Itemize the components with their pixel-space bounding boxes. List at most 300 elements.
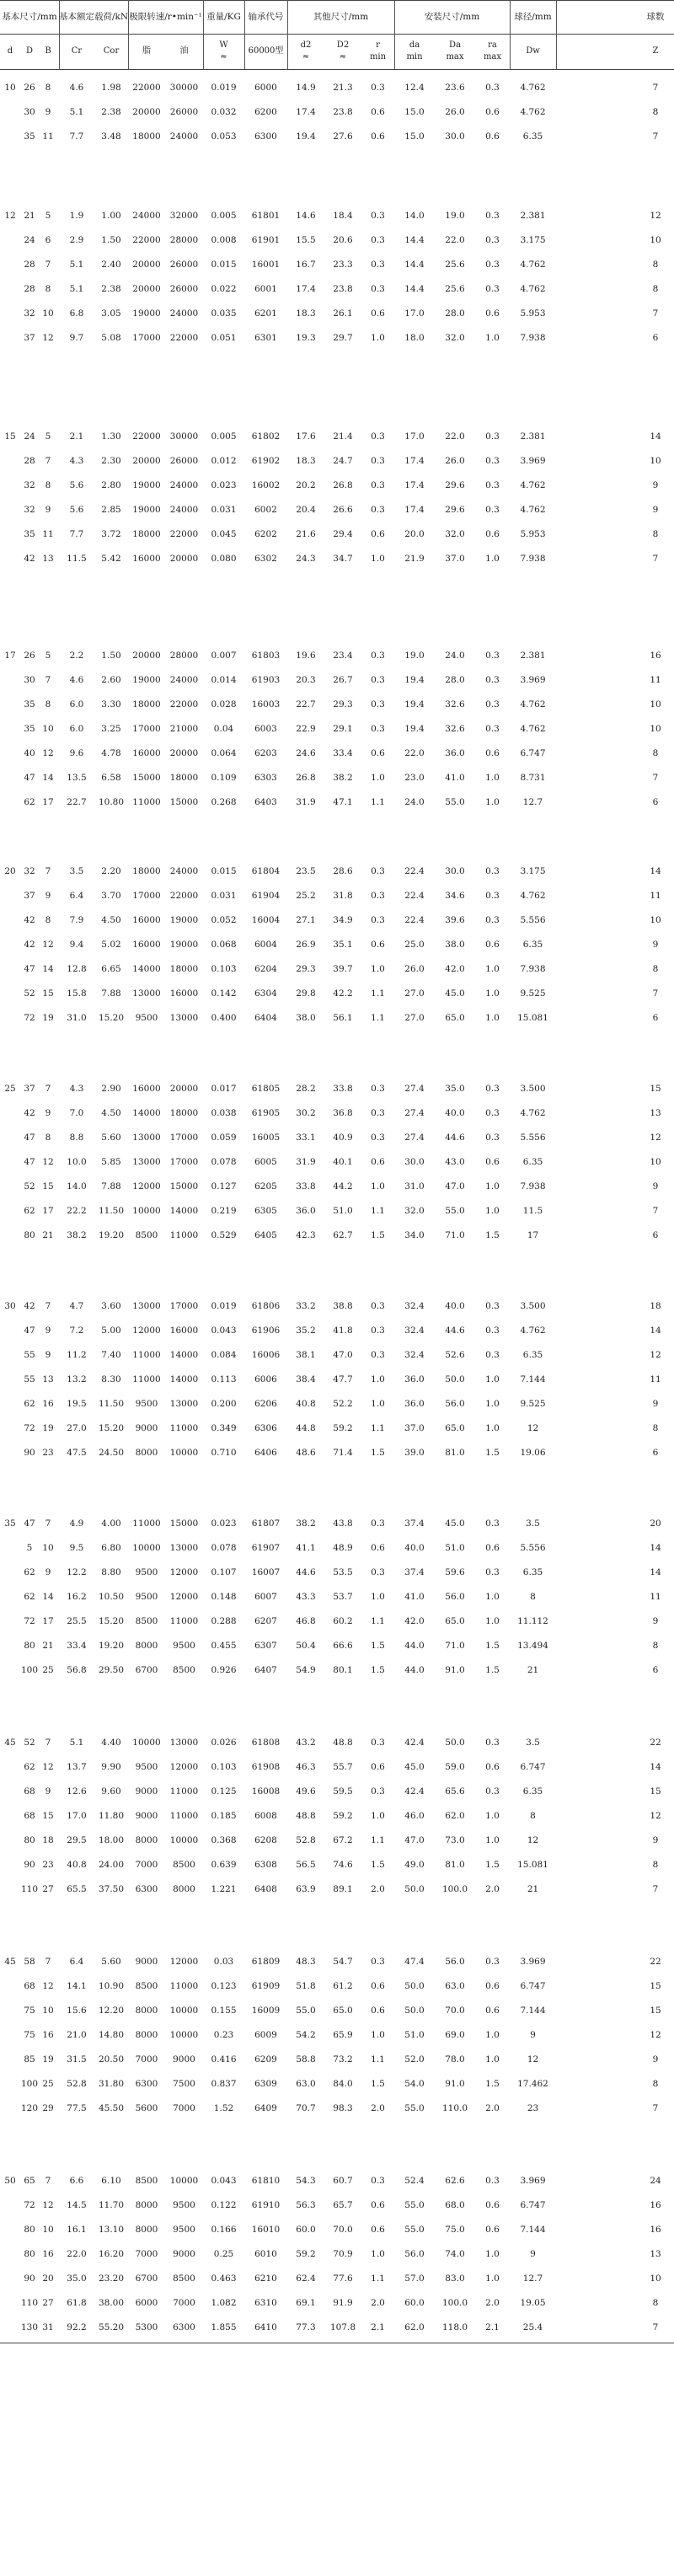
table-cell: 7.938 bbox=[520, 554, 546, 564]
table-cell: 23 bbox=[527, 2103, 539, 2113]
table-cell: 0.3 bbox=[485, 1738, 500, 1748]
table-cell: 22.9 bbox=[296, 724, 316, 734]
table-cell: 30.0 bbox=[445, 131, 465, 142]
table-cell: 37 bbox=[24, 1084, 35, 1094]
table-cell: 1.0 bbox=[485, 1013, 500, 1023]
table-cell: 13000 bbox=[169, 1738, 199, 1748]
table-cell: 0.6 bbox=[485, 940, 500, 950]
table-cell: 19.4 bbox=[404, 699, 425, 710]
table-cell: 12 bbox=[527, 1423, 539, 1433]
table-cell: 26000 bbox=[169, 456, 199, 466]
table-cell: 3.30 bbox=[101, 699, 121, 710]
table-cell: 0.015 bbox=[211, 260, 237, 270]
table-cell: 8.30 bbox=[101, 1374, 121, 1384]
table-cell: 0.026 bbox=[211, 1738, 237, 1748]
table-row bbox=[0, 717, 674, 741]
table-cell: 24000 bbox=[169, 675, 199, 685]
table-cell: 16008 bbox=[251, 1786, 281, 1797]
table-cell: 42.4 bbox=[404, 1738, 425, 1748]
table-cell: 47.4 bbox=[404, 1957, 425, 1967]
table-cell: 19 bbox=[42, 1423, 54, 1433]
header-weight: 重量/KG bbox=[206, 12, 241, 22]
table-row bbox=[0, 1199, 674, 1223]
table-cell: 16002 bbox=[251, 480, 281, 490]
table-cell: 6007 bbox=[254, 1592, 277, 1602]
table-cell: 13000 bbox=[132, 1301, 161, 1311]
table-cell: 7.88 bbox=[101, 1181, 121, 1192]
table-cell: 4.6 bbox=[69, 675, 84, 685]
table-cell: 27.0 bbox=[404, 1013, 425, 1023]
table-cell: 0.052 bbox=[211, 915, 237, 925]
table-cell: 58.8 bbox=[296, 2054, 316, 2065]
table-cell: 5.60 bbox=[101, 1133, 121, 1143]
table-cell: 4.762 bbox=[520, 724, 546, 734]
table-cell: 24000 bbox=[169, 480, 199, 490]
table-cell: 1.0 bbox=[371, 2249, 385, 2259]
table-cell: 0.3 bbox=[485, 651, 500, 661]
table-cell: 23.8 bbox=[333, 107, 353, 117]
table-cell: 10 bbox=[650, 1157, 661, 1167]
table-cell: 4.762 bbox=[520, 699, 546, 710]
table-cell: 5.42 bbox=[101, 554, 121, 564]
table-cell: 52.8 bbox=[67, 2079, 87, 2089]
table-cell: 1.082 bbox=[211, 2298, 237, 2308]
table-cell: 71.0 bbox=[445, 1641, 465, 1651]
table-cell: 1.00 bbox=[101, 211, 121, 221]
table-cell: 37.0 bbox=[445, 554, 465, 564]
table-cell: 61906 bbox=[251, 1325, 281, 1336]
table-cell: 46.3 bbox=[296, 1762, 316, 1772]
table-cell: 10000 bbox=[132, 1206, 161, 1216]
table-cell: 0.3 bbox=[371, 1738, 385, 1748]
table-cell: 15 bbox=[650, 1981, 661, 1991]
table-cell: 18.00 bbox=[98, 1835, 125, 1845]
table-cell: 17.4 bbox=[404, 505, 425, 515]
table-cell: 14.0 bbox=[404, 211, 425, 221]
table-cell: 10 bbox=[650, 915, 661, 925]
table-cell: 4.6 bbox=[69, 83, 84, 93]
table-cell: 52.4 bbox=[404, 2176, 425, 2186]
table-cell: 2.85 bbox=[101, 505, 121, 515]
table-cell: 1.50 bbox=[101, 651, 121, 661]
table-cell: 4.00 bbox=[101, 1518, 121, 1529]
table-cell: 16.20 bbox=[98, 2249, 125, 2259]
table-cell: 5.6 bbox=[69, 480, 84, 490]
table-cell: 13.2 bbox=[67, 1374, 87, 1384]
table-cell: 6000 bbox=[254, 83, 277, 93]
table-cell: 56.0 bbox=[445, 1592, 465, 1602]
table-cell: 0.078 bbox=[211, 1157, 237, 1167]
table-cell: 48.8 bbox=[333, 1738, 353, 1748]
table-cell: 65 bbox=[24, 2176, 35, 2186]
table-row bbox=[0, 1877, 674, 1901]
table-cell: 23 bbox=[42, 1860, 54, 1870]
table-cell: 15.081 bbox=[517, 1860, 548, 1870]
table-cell: 31.5 bbox=[67, 2054, 87, 2065]
subheader-d2-sub: ≈ bbox=[302, 52, 310, 62]
table-cell: 3.05 bbox=[101, 308, 121, 319]
table-cell: 7.7 bbox=[69, 131, 84, 142]
table-cell: 0.6 bbox=[371, 940, 385, 950]
table-cell: 15.20 bbox=[98, 1013, 125, 1023]
table-cell: 0.3 bbox=[485, 1786, 500, 1797]
table-cell: 22000 bbox=[169, 891, 199, 901]
table-cell: 9 bbox=[652, 505, 659, 515]
table-cell: 23.8 bbox=[333, 284, 353, 294]
table-row bbox=[0, 228, 674, 252]
table-cell: 27.6 bbox=[333, 131, 353, 142]
table-cell: 25.4 bbox=[522, 2322, 543, 2332]
table-cell: 19000 bbox=[169, 915, 199, 925]
table-cell: 0.3 bbox=[485, 505, 500, 515]
table-cell: 14000 bbox=[132, 1108, 161, 1118]
table-cell: 6 bbox=[652, 1448, 659, 1458]
table-cell: 9 bbox=[530, 2249, 536, 2259]
table-cell: 27.4 bbox=[404, 1133, 425, 1143]
table-cell: 24.50 bbox=[98, 1448, 125, 1458]
table-cell: 51.0 bbox=[445, 1543, 465, 1553]
table-cell: 3.70 bbox=[101, 891, 121, 901]
table-cell: 77.5 bbox=[67, 2103, 87, 2113]
table-row bbox=[0, 326, 674, 350]
table-cell: 28 bbox=[24, 260, 35, 270]
table-cell: 22.7 bbox=[67, 797, 87, 807]
table-cell: 14 bbox=[42, 964, 54, 974]
table-row bbox=[0, 1755, 674, 1779]
table-cell: 44.0 bbox=[404, 1641, 425, 1651]
table-cell: 5.02 bbox=[101, 940, 121, 950]
table-cell: 100 bbox=[20, 1665, 39, 1675]
table-cell: 12 bbox=[42, 940, 54, 950]
table-cell: 0.6 bbox=[371, 107, 385, 117]
table-row bbox=[0, 204, 674, 228]
table-cell: 39.6 bbox=[445, 915, 465, 925]
table-cell: 16 bbox=[42, 2249, 54, 2259]
table-row bbox=[0, 957, 674, 981]
table-cell: 30 bbox=[24, 107, 35, 117]
table-row bbox=[0, 449, 674, 473]
table-cell: 19.20 bbox=[98, 1230, 125, 1240]
table-cell: 0.529 bbox=[211, 1230, 237, 1240]
table-cell: 23.20 bbox=[98, 2273, 125, 2284]
table-cell: 10000 bbox=[169, 1835, 199, 1845]
table-cell: 1.5 bbox=[371, 1448, 385, 1458]
table-cell: 0.6 bbox=[371, 1157, 385, 1167]
table-cell: 9 bbox=[652, 1616, 659, 1626]
table-cell: 24.7 bbox=[333, 456, 353, 466]
table-cell: 12000 bbox=[169, 1957, 199, 1967]
table-cell: 1.0 bbox=[485, 797, 500, 807]
table-cell: 18 bbox=[42, 1835, 54, 1845]
table-cell: 67.2 bbox=[333, 1835, 353, 1845]
table-cell: 17000 bbox=[132, 333, 161, 343]
table-cell: 2.90 bbox=[101, 1084, 121, 1094]
table-cell: 74.6 bbox=[333, 1860, 353, 1870]
table-row bbox=[0, 1343, 674, 1367]
table-row bbox=[0, 860, 674, 883]
table-cell: 6.35 bbox=[522, 940, 543, 950]
table-cell: 81.0 bbox=[445, 1860, 465, 1870]
table-cell: 50.0 bbox=[404, 2006, 425, 2016]
table-cell: 43.0 bbox=[445, 1157, 465, 1167]
table-cell: 37.4 bbox=[404, 1567, 425, 1577]
table-cell: 33.1 bbox=[296, 1133, 316, 1143]
table-cell: 61802 bbox=[251, 431, 281, 442]
table-cell: 24000 bbox=[169, 131, 199, 142]
table-cell: 19.4 bbox=[404, 724, 425, 734]
table-cell: 6 bbox=[45, 235, 51, 245]
table-cell: 48.6 bbox=[296, 1448, 316, 1458]
table-cell: 22.2 bbox=[67, 1206, 87, 1216]
table-cell: 0.155 bbox=[211, 2006, 237, 2016]
table-cell: 2.80 bbox=[101, 480, 121, 490]
table-cell: 13000 bbox=[169, 1543, 199, 1553]
table-cell: 23.3 bbox=[333, 260, 353, 270]
table-cell: 16000 bbox=[132, 915, 161, 925]
table-cell: 55.0 bbox=[296, 2006, 316, 2016]
table-cell: 8.731 bbox=[520, 773, 546, 783]
table-cell: 0.142 bbox=[211, 988, 237, 999]
table-cell: 27.0 bbox=[67, 1423, 87, 1433]
table-cell: 0.3 bbox=[371, 1786, 385, 1797]
table-cell: 17.6 bbox=[296, 431, 316, 442]
table-cell: 4.50 bbox=[101, 1108, 121, 1118]
table-cell: 0.6 bbox=[485, 529, 500, 539]
table-cell: 10 bbox=[42, 1543, 54, 1553]
table-cell: 44.6 bbox=[445, 1133, 465, 1143]
table-cell: 11 bbox=[650, 1374, 661, 1384]
table-cell: 0.3 bbox=[371, 915, 385, 925]
table-cell: 7.88 bbox=[101, 988, 121, 999]
table-cell: 14.1 bbox=[67, 1981, 87, 1991]
table-cell: 7000 bbox=[135, 2249, 158, 2259]
table-cell: 19.6 bbox=[296, 651, 316, 661]
table-row bbox=[0, 908, 674, 932]
table-cell: 0.053 bbox=[211, 131, 237, 142]
table-cell: 52.8 bbox=[296, 1835, 316, 1845]
table-cell: 55.20 bbox=[98, 2322, 125, 2332]
table-cell: 52 bbox=[24, 1738, 35, 1748]
table-cell: 0.6 bbox=[371, 1981, 385, 1991]
table-cell: 44.6 bbox=[296, 1567, 316, 1577]
table-cell: 6403 bbox=[254, 797, 277, 807]
table-cell: 17.462 bbox=[517, 2079, 548, 2089]
table-cell: 7 bbox=[652, 554, 659, 564]
table-cell: 20000 bbox=[132, 284, 161, 294]
table-cell: 18000 bbox=[169, 773, 199, 783]
table-cell: 9.60 bbox=[101, 1786, 121, 1797]
table-cell: 1.5 bbox=[371, 1641, 385, 1651]
table-row bbox=[0, 933, 674, 956]
table-cell: 48.9 bbox=[333, 1543, 353, 1553]
table-cell: 20 bbox=[650, 1518, 661, 1529]
table-cell: 14 bbox=[650, 1762, 661, 1772]
table-cell: 9 bbox=[45, 1108, 51, 1118]
subheader-grease: 脂 bbox=[142, 46, 151, 56]
table-cell: 11000 bbox=[169, 1981, 199, 1991]
table-cell: 12000 bbox=[169, 1567, 199, 1577]
table-cell: 7 bbox=[45, 2176, 51, 2186]
table-row bbox=[0, 766, 674, 790]
table-cell: 51.0 bbox=[333, 1206, 353, 1216]
table-cell: 49.6 bbox=[296, 1786, 316, 1797]
table-row bbox=[0, 2242, 674, 2266]
table-cell: 70.7 bbox=[296, 2103, 316, 2113]
table-cell: 14 bbox=[650, 1567, 661, 1577]
table-cell: 1.50 bbox=[101, 235, 121, 245]
table-cell: 98.3 bbox=[333, 2103, 353, 2113]
table-cell: 100 bbox=[20, 2079, 39, 2089]
table-cell: 15 bbox=[650, 1786, 661, 1797]
table-cell: 16000 bbox=[169, 988, 199, 999]
table-cell: 55 bbox=[24, 1374, 35, 1384]
table-cell: 19000 bbox=[132, 505, 161, 515]
table-cell: 24.0 bbox=[404, 797, 425, 807]
table-cell: 32.0 bbox=[404, 1206, 425, 1216]
table-cell: 33.2 bbox=[296, 1301, 316, 1311]
table-cell: 0.3 bbox=[371, 456, 385, 466]
table-cell: 81.0 bbox=[445, 1448, 465, 1458]
table-cell: 5.1 bbox=[69, 107, 84, 117]
table-cell: 26.0 bbox=[445, 107, 465, 117]
table-cell: 55 bbox=[24, 1350, 35, 1360]
col-divider bbox=[510, 0, 511, 69]
table-cell: 33.8 bbox=[333, 1084, 353, 1094]
table-cell: 43.2 bbox=[296, 1738, 316, 1748]
table-cell: 31.0 bbox=[404, 1181, 425, 1192]
table-cell: 6208 bbox=[254, 1835, 277, 1845]
table-cell: 1.1 bbox=[371, 988, 385, 999]
table-cell: 6309 bbox=[254, 2079, 277, 2089]
table-cell: 12 bbox=[650, 1350, 661, 1360]
table-cell: 7.7 bbox=[69, 529, 84, 539]
table-row bbox=[0, 1175, 674, 1198]
table-cell: 11.50 bbox=[98, 1399, 125, 1409]
table-cell: 15 bbox=[650, 2006, 661, 2016]
table-cell: 62.0 bbox=[404, 2322, 425, 2332]
table-cell: 6408 bbox=[254, 1884, 277, 1894]
table-row bbox=[0, 125, 674, 148]
table-cell: 28 bbox=[24, 456, 35, 466]
table-cell: 0.3 bbox=[371, 1350, 385, 1360]
table-cell: 70.0 bbox=[445, 2006, 465, 2016]
table-cell: 0.3 bbox=[371, 211, 385, 221]
table-cell: 65.7 bbox=[333, 2200, 353, 2210]
table-cell: 60.0 bbox=[296, 2225, 316, 2235]
table-cell: 1.5 bbox=[485, 1665, 500, 1675]
table-cell: 5.1 bbox=[69, 260, 84, 270]
table-cell: 6304 bbox=[254, 988, 277, 999]
table-cell: 3.25 bbox=[101, 724, 121, 734]
table-cell: 17 bbox=[42, 797, 54, 807]
table-cell: 6002 bbox=[254, 505, 277, 515]
table-cell: 8 bbox=[45, 284, 51, 294]
table-cell: 0.3 bbox=[371, 675, 385, 685]
table-cell: 13.494 bbox=[517, 1641, 548, 1651]
table-cell: 14 bbox=[42, 1592, 54, 1602]
table-cell: 15.20 bbox=[98, 1423, 125, 1433]
table-cell: 0.04 bbox=[213, 724, 234, 734]
table-cell: 7 bbox=[652, 773, 659, 783]
table-cell: 35.0 bbox=[67, 2273, 87, 2284]
table-cell: 26.9 bbox=[296, 940, 316, 950]
table-cell: 12.8 bbox=[67, 964, 87, 974]
table-row bbox=[0, 884, 674, 908]
table-cell: 7 bbox=[45, 1084, 51, 1094]
table-cell: 7 bbox=[45, 456, 51, 466]
table-cell: 6 bbox=[652, 333, 659, 343]
table-cell: 12 bbox=[42, 1157, 54, 1167]
table-cell: 6306 bbox=[254, 1423, 277, 1433]
table-cell: 29.1 bbox=[333, 724, 353, 734]
table-cell: 7 bbox=[45, 1518, 51, 1529]
table-cell: 0.3 bbox=[371, 83, 385, 93]
table-cell: 24 bbox=[24, 235, 35, 245]
table-cell: 16000 bbox=[132, 748, 161, 758]
table-cell: 2.40 bbox=[101, 260, 121, 270]
table-cell: 42.0 bbox=[404, 1616, 425, 1626]
table-cell: 6303 bbox=[254, 773, 277, 783]
table-cell: 72 bbox=[24, 1013, 35, 1023]
table-cell: 59.2 bbox=[296, 2249, 316, 2259]
table-cell: 20000 bbox=[132, 456, 161, 466]
table-row bbox=[0, 1150, 674, 1174]
group-bore-d: 50 bbox=[4, 2176, 16, 2186]
table-cell: 6410 bbox=[254, 2322, 277, 2332]
table-cell: 16000 bbox=[169, 1325, 199, 1336]
table-cell: 18.3 bbox=[296, 456, 316, 466]
table-cell: 7 bbox=[45, 866, 51, 876]
table-cell: 75 bbox=[24, 2030, 35, 2040]
table-cell: 11 bbox=[650, 891, 661, 901]
table-cell: 5 bbox=[45, 651, 51, 661]
table-cell: 65.5 bbox=[67, 1884, 87, 1894]
table-cell: 69.0 bbox=[445, 2030, 465, 2040]
table-cell: 36.0 bbox=[445, 748, 465, 758]
table-cell: 78.0 bbox=[445, 2054, 465, 2065]
header-bottom-border bbox=[0, 69, 674, 70]
table-cell: 7 bbox=[652, 308, 659, 319]
table-cell: 55.0 bbox=[445, 797, 465, 807]
table-cell: 3.969 bbox=[520, 456, 546, 466]
table-cell: 7000 bbox=[135, 1860, 158, 1870]
table-cell: 17 bbox=[42, 1206, 54, 1216]
table-cell: 30000 bbox=[169, 83, 199, 93]
table-cell: 32 bbox=[24, 308, 35, 319]
table-cell: 9000 bbox=[135, 1957, 158, 1967]
table-cell: 1.0 bbox=[485, 1181, 500, 1192]
table-cell: 24.6 bbox=[296, 748, 316, 758]
table-cell: 42 bbox=[24, 940, 35, 950]
table-cell: 20.3 bbox=[296, 675, 316, 685]
table-cell: 25.6 bbox=[445, 260, 465, 270]
table-cell: 12 bbox=[42, 748, 54, 758]
table-cell: 27.1 bbox=[296, 915, 316, 925]
table-cell: 13000 bbox=[132, 1133, 161, 1143]
header-mid-border bbox=[0, 34, 674, 35]
table-cell: 19.06 bbox=[520, 1448, 546, 1458]
table-row bbox=[0, 277, 674, 301]
header-other-dims: 其他尺寸/mm bbox=[313, 12, 369, 22]
table-cell: 32.0 bbox=[445, 333, 465, 343]
table-cell: 0.6 bbox=[485, 107, 500, 117]
table-cell: 50.4 bbox=[296, 1641, 316, 1651]
table-cell: 22 bbox=[650, 1738, 661, 1748]
subheader-weight-sub: ≈ bbox=[220, 52, 227, 62]
table-row bbox=[0, 1368, 674, 1391]
table-cell: 1.52 bbox=[213, 2103, 234, 2113]
table-cell: 13.5 bbox=[67, 773, 87, 783]
